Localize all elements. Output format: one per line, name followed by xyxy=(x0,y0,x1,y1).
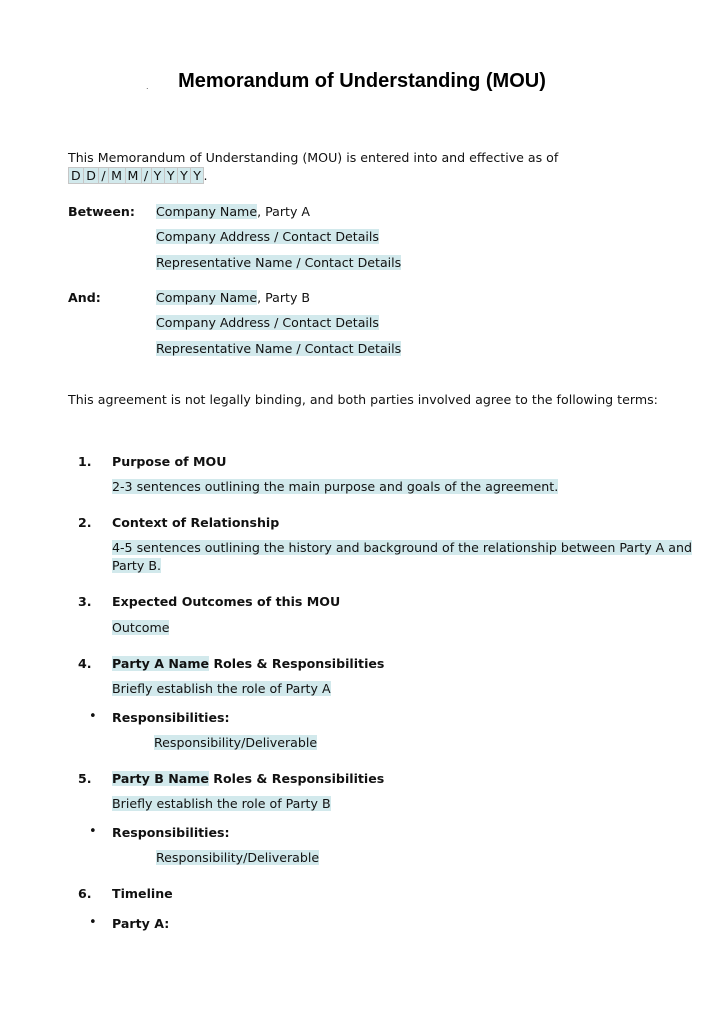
section-body-field[interactable]: 2-3 sentences outlining the main purpose and goals of the agreement. xyxy=(112,479,559,494)
date-cell: Y xyxy=(151,167,165,184)
section-heading xyxy=(112,771,384,786)
party-a-company-name[interactable]: Company Name xyxy=(156,204,258,219)
section-body-field[interactable]: Briefly establish the role of Party A xyxy=(112,681,331,696)
section-body xyxy=(112,479,558,494)
section-body-field[interactable]: 4-5 sentences outlining the history and background of the relationship between Party A and xyxy=(112,540,692,555)
date-cell: Y xyxy=(164,167,178,184)
party-a-address-field[interactable]: Company Address / Contact Details xyxy=(156,229,379,244)
date-cell: M xyxy=(108,167,125,184)
date-cell: Y xyxy=(190,167,204,184)
party-a-address xyxy=(156,229,379,244)
section-body-field[interactable]: Outcome xyxy=(112,620,170,635)
party-a-name-field[interactable]: Party A Name xyxy=(112,656,210,671)
section-heading-rest: Roles & Responsibilities xyxy=(209,656,385,671)
party-b-company-name[interactable]: Company Name xyxy=(156,290,258,305)
party-b-representative xyxy=(156,341,401,356)
and-label: And: xyxy=(68,290,101,305)
responsibility-field[interactable]: Responsibility/Deliverable xyxy=(156,850,320,865)
date-cell: Y xyxy=(177,167,191,184)
party-b-representative-field[interactable]: Representative Name / Contact Details xyxy=(156,341,402,356)
section-number: 5. xyxy=(78,771,92,786)
section-body xyxy=(112,681,331,696)
section-number: 6. xyxy=(78,886,92,901)
section-number: 1. xyxy=(78,454,92,469)
between-label: Between: xyxy=(68,204,135,219)
party-b-address-field[interactable]: Company Address / Contact Details xyxy=(156,315,379,330)
section-body xyxy=(112,796,331,811)
section-body xyxy=(112,558,161,573)
date-period: . xyxy=(203,168,208,183)
section-heading: Purpose of MOU xyxy=(112,454,227,469)
party-b-suffix: , Party B xyxy=(257,290,311,305)
section-number: 3. xyxy=(78,594,92,609)
bullet-label: Responsibilities: xyxy=(112,825,230,840)
section-number: 2. xyxy=(78,515,92,530)
date-cell: M xyxy=(125,167,142,184)
section-heading: Expected Outcomes of this MOU xyxy=(112,594,341,609)
section-heading-rest: Roles & Responsibilities xyxy=(208,771,385,786)
bullet-label: Party A: xyxy=(112,916,170,931)
section-body xyxy=(112,540,692,555)
responsibility-field[interactable]: Responsibility/Deliverable xyxy=(154,735,318,750)
intro-text: This Memorandum of Understanding (MOU) is entered into and effective as of xyxy=(68,150,559,165)
section-heading: Timeline xyxy=(112,886,173,901)
agreement-statement: This agreement is not legally binding, and both parties involved agree to the following terms: xyxy=(68,392,658,407)
bullet-label: Responsibilities: xyxy=(112,710,230,725)
section-body-field[interactable]: Briefly establish the role of Party B xyxy=(112,796,331,811)
stray-mark: . xyxy=(146,82,149,91)
section-heading: Context of Relationship xyxy=(112,515,280,530)
section-heading xyxy=(112,656,384,671)
date-cell: / xyxy=(141,167,152,184)
party-a-representative-field[interactable]: Representative Name / Contact Details xyxy=(156,255,402,270)
bullet-icon: • xyxy=(89,824,97,839)
section-number: 4. xyxy=(78,656,92,671)
party-a-suffix: , Party A xyxy=(257,204,311,219)
party-b-company xyxy=(156,290,310,305)
party-b-address xyxy=(156,315,379,330)
bullet-icon: • xyxy=(89,709,97,724)
section-body-field[interactable]: Party B. xyxy=(112,558,161,573)
bullet-icon: • xyxy=(89,915,97,930)
date-cell: D xyxy=(68,167,84,184)
party-b-name-field[interactable]: Party B Name xyxy=(112,771,209,786)
party-a-representative xyxy=(156,255,401,270)
date-cell: / xyxy=(98,167,109,184)
section-body xyxy=(112,620,169,635)
page-title: Memorandum of Understanding (MOU) xyxy=(178,70,546,92)
date-cell: D xyxy=(83,167,99,184)
party-a-company xyxy=(156,204,310,219)
effective-date[interactable] xyxy=(68,167,207,184)
bullet-item xyxy=(154,735,317,750)
bullet-item xyxy=(156,850,319,865)
